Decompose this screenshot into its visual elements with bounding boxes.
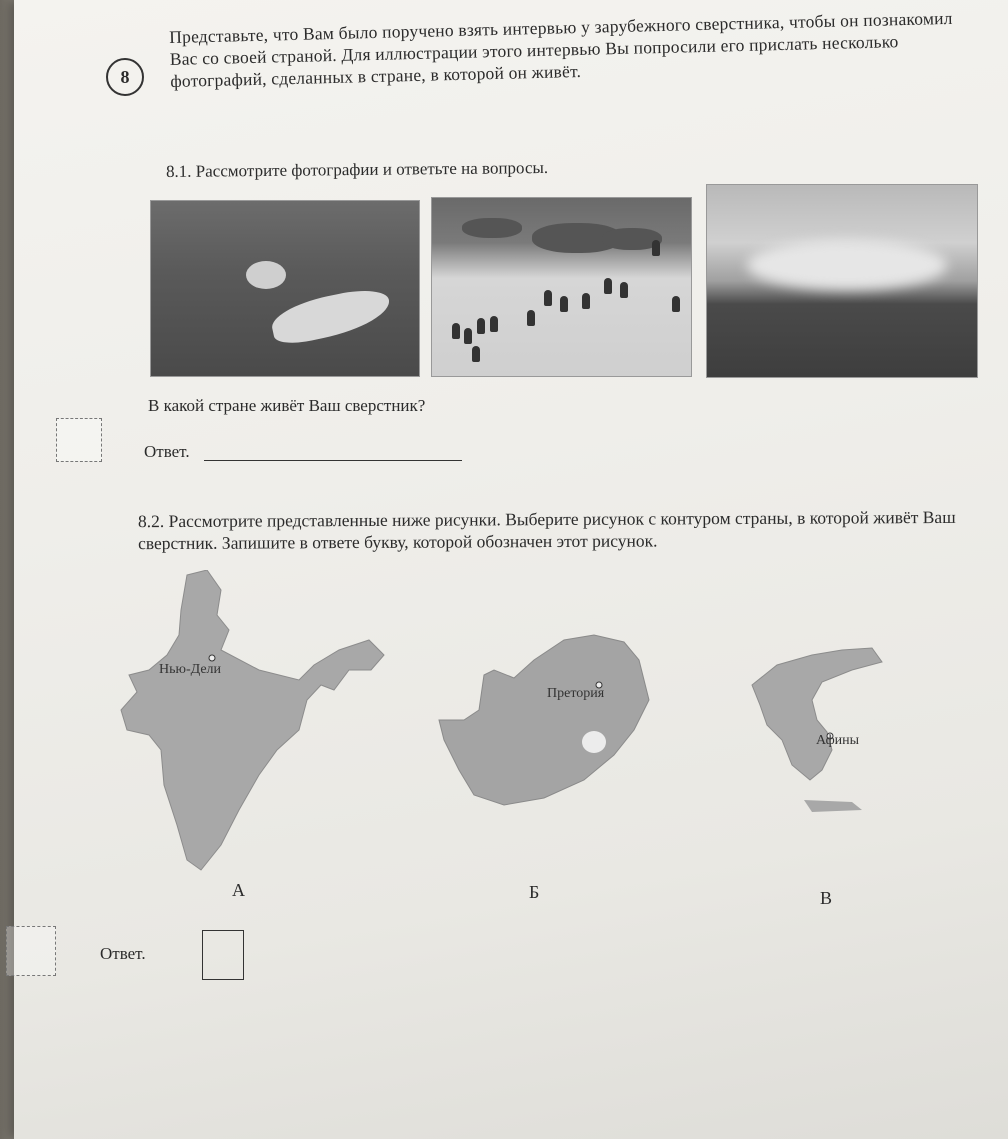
score-box-8-1 <box>56 418 102 462</box>
score-box-8-2 <box>6 926 56 976</box>
task-intro-text: Представьте, что Вам было поручено взять интервью у зарубежного сверстника, чтобы он познакомил Вас со своей страной. Для иллюстрации этого интервью Вы попросили его прислать несколько фотографий, сделанных в стране, в которой он живёт. <box>169 7 953 91</box>
answer-label-8-1: Ответ. <box>144 442 190 461</box>
map-c-capital-label: Афины <box>816 733 860 748</box>
photo-coastline <box>150 200 420 377</box>
map-b-letter: Б <box>529 882 540 902</box>
answer-label-8-2: Ответ. <box>100 944 146 963</box>
map-c-outline <box>732 640 902 820</box>
question-8-1: В какой стране живёт Ваш сверстник? <box>148 396 426 415</box>
answer-line-8-1[interactable] <box>204 460 462 461</box>
exam-sheet <box>14 0 1008 1139</box>
map-b-outline <box>424 630 664 815</box>
photo-misty-mountain <box>706 184 978 378</box>
subtask-8-1-heading: 8.1. Рассмотрите фотографии и ответьте на вопросы. <box>165 157 549 182</box>
photo-penguins-beach <box>431 197 692 377</box>
answer-box-8-2[interactable] <box>202 930 244 980</box>
map-a-letter: А <box>232 880 245 900</box>
map-a-outline <box>109 570 409 880</box>
map-c-letter: В <box>820 888 833 908</box>
task-number-badge: 8 <box>106 58 144 96</box>
subtask-8-2-text: 8.2. Рассмотрите представленные ниже рисунки. Выберите рисунок с контуром страны, в которой живёт Ваш сверстник. Запишите в ответе букву, которой обозначен этот рисунок. <box>137 506 956 554</box>
map-b-capital-label: Претория <box>547 686 605 701</box>
map-a-capital-label: Нью-Дели <box>159 662 222 677</box>
